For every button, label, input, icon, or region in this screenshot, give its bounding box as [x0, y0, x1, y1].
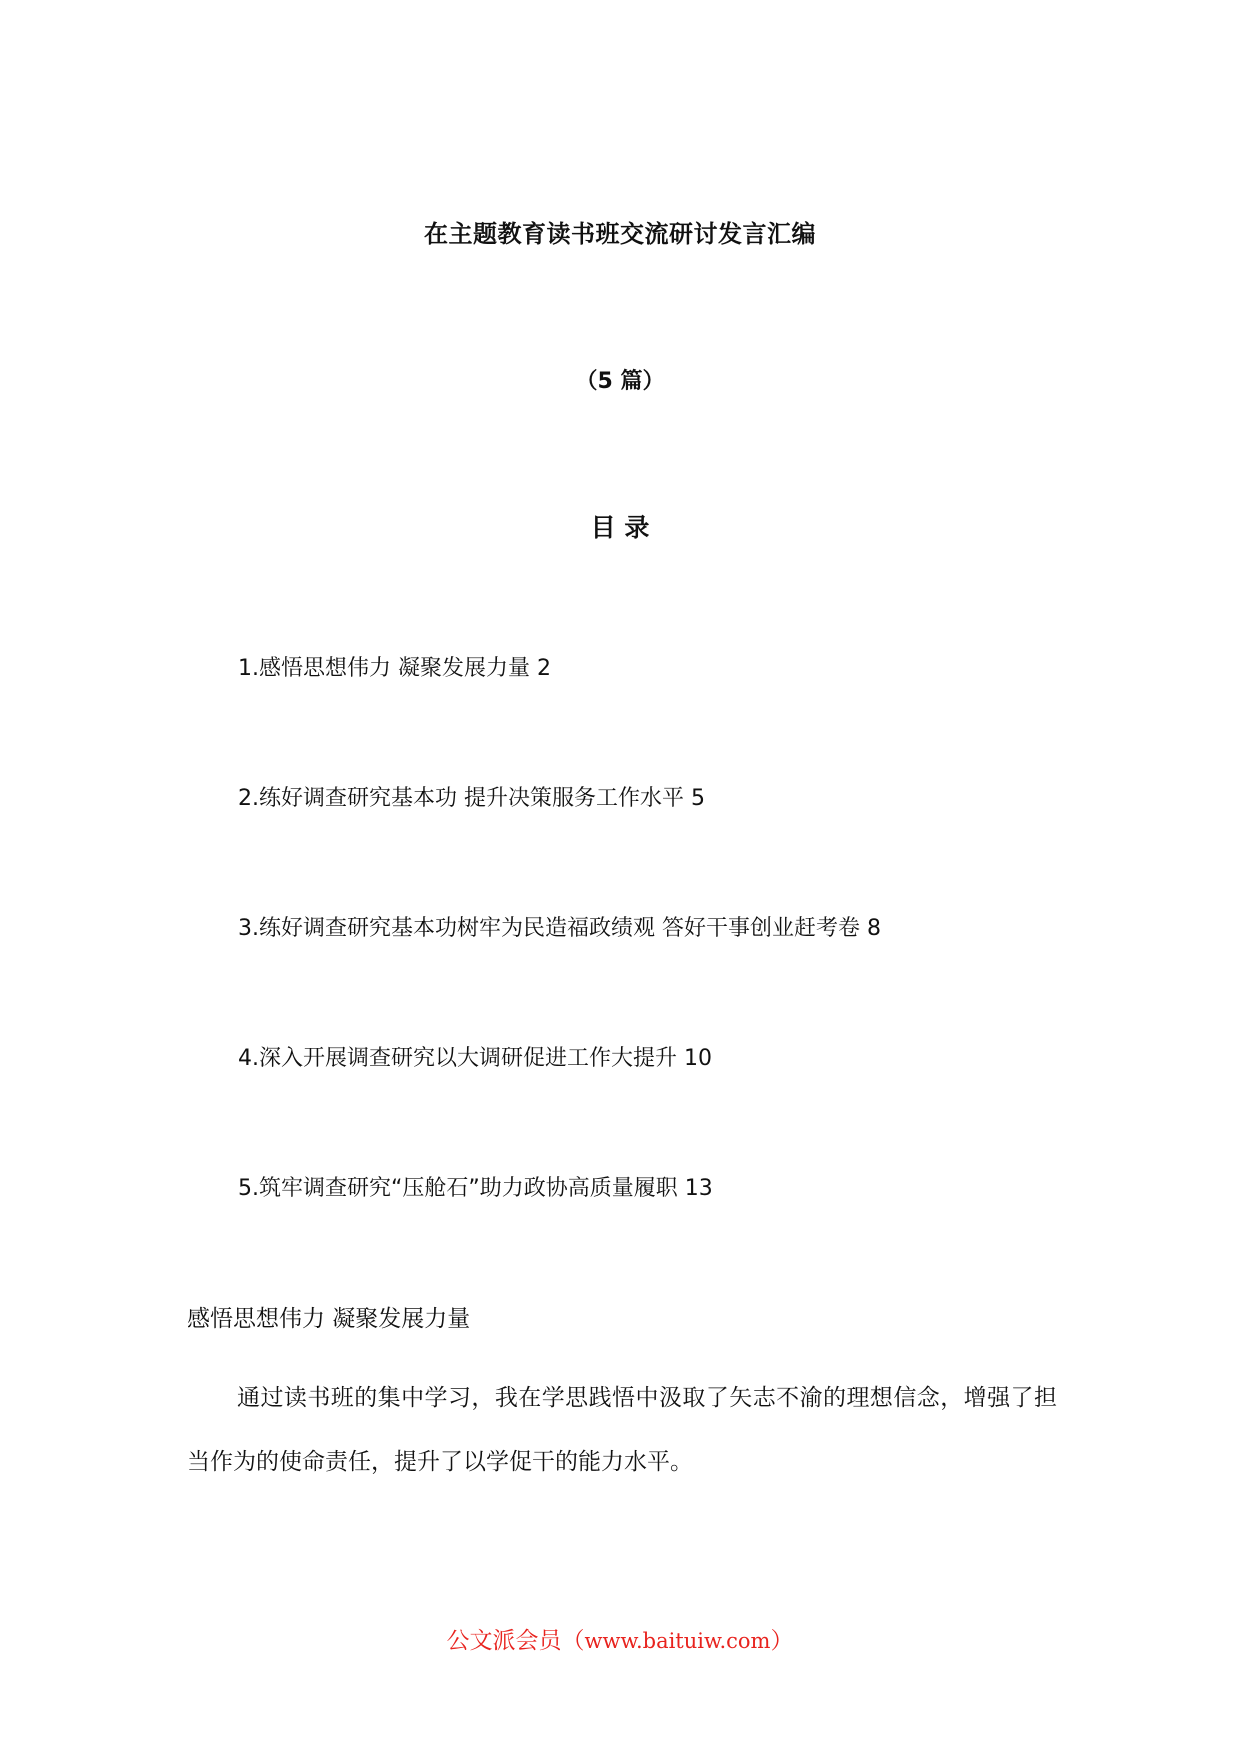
footer-brand: 公文派会员 — [446, 1628, 562, 1654]
footer-open-paren: （ — [561, 1628, 585, 1654]
toc-item-2[interactable]: 2.练好调查研究基本功 提升决策服务工作水平 5 — [238, 786, 705, 811]
toc-item-3[interactable]: 3.练好调查研究基本功树牢为民造福政绩观 答好干事创业赶考卷 8 — [238, 916, 881, 941]
footer-close-paren: ） — [770, 1628, 794, 1654]
table-of-contents — [238, 654, 1138, 1304]
section-title: 感悟思想伟力 凝聚发展力量 — [187, 1306, 471, 1332]
document-title: 在主题教育读书班交流研讨发言汇编 — [424, 220, 816, 248]
footer-url[interactable]: www.baituiw.com — [584, 1629, 771, 1653]
toc-item-1[interactable]: 1.感悟思想伟力 凝聚发展力量 2 — [238, 656, 551, 681]
footer-watermark — [0, 1622, 1240, 1655]
document-subtitle: （5 篇） — [575, 369, 665, 394]
toc-item-5[interactable]: 5.筑牢调查研究“压舱石”助力政协高质量履职 13 — [238, 1176, 713, 1201]
toc-heading: 目 录 — [590, 513, 650, 542]
body-paragraph: 通过读书班的集中学习，我在学思践悟中汲取了矢志不渝的理想信念，增强了担当作为的使命责任，提升了以学促干的能力水平。 — [187, 1385, 1057, 1475]
toc-item-4[interactable]: 4.深入开展调查研究以大调研促进工作大提升 10 — [238, 1046, 712, 1071]
